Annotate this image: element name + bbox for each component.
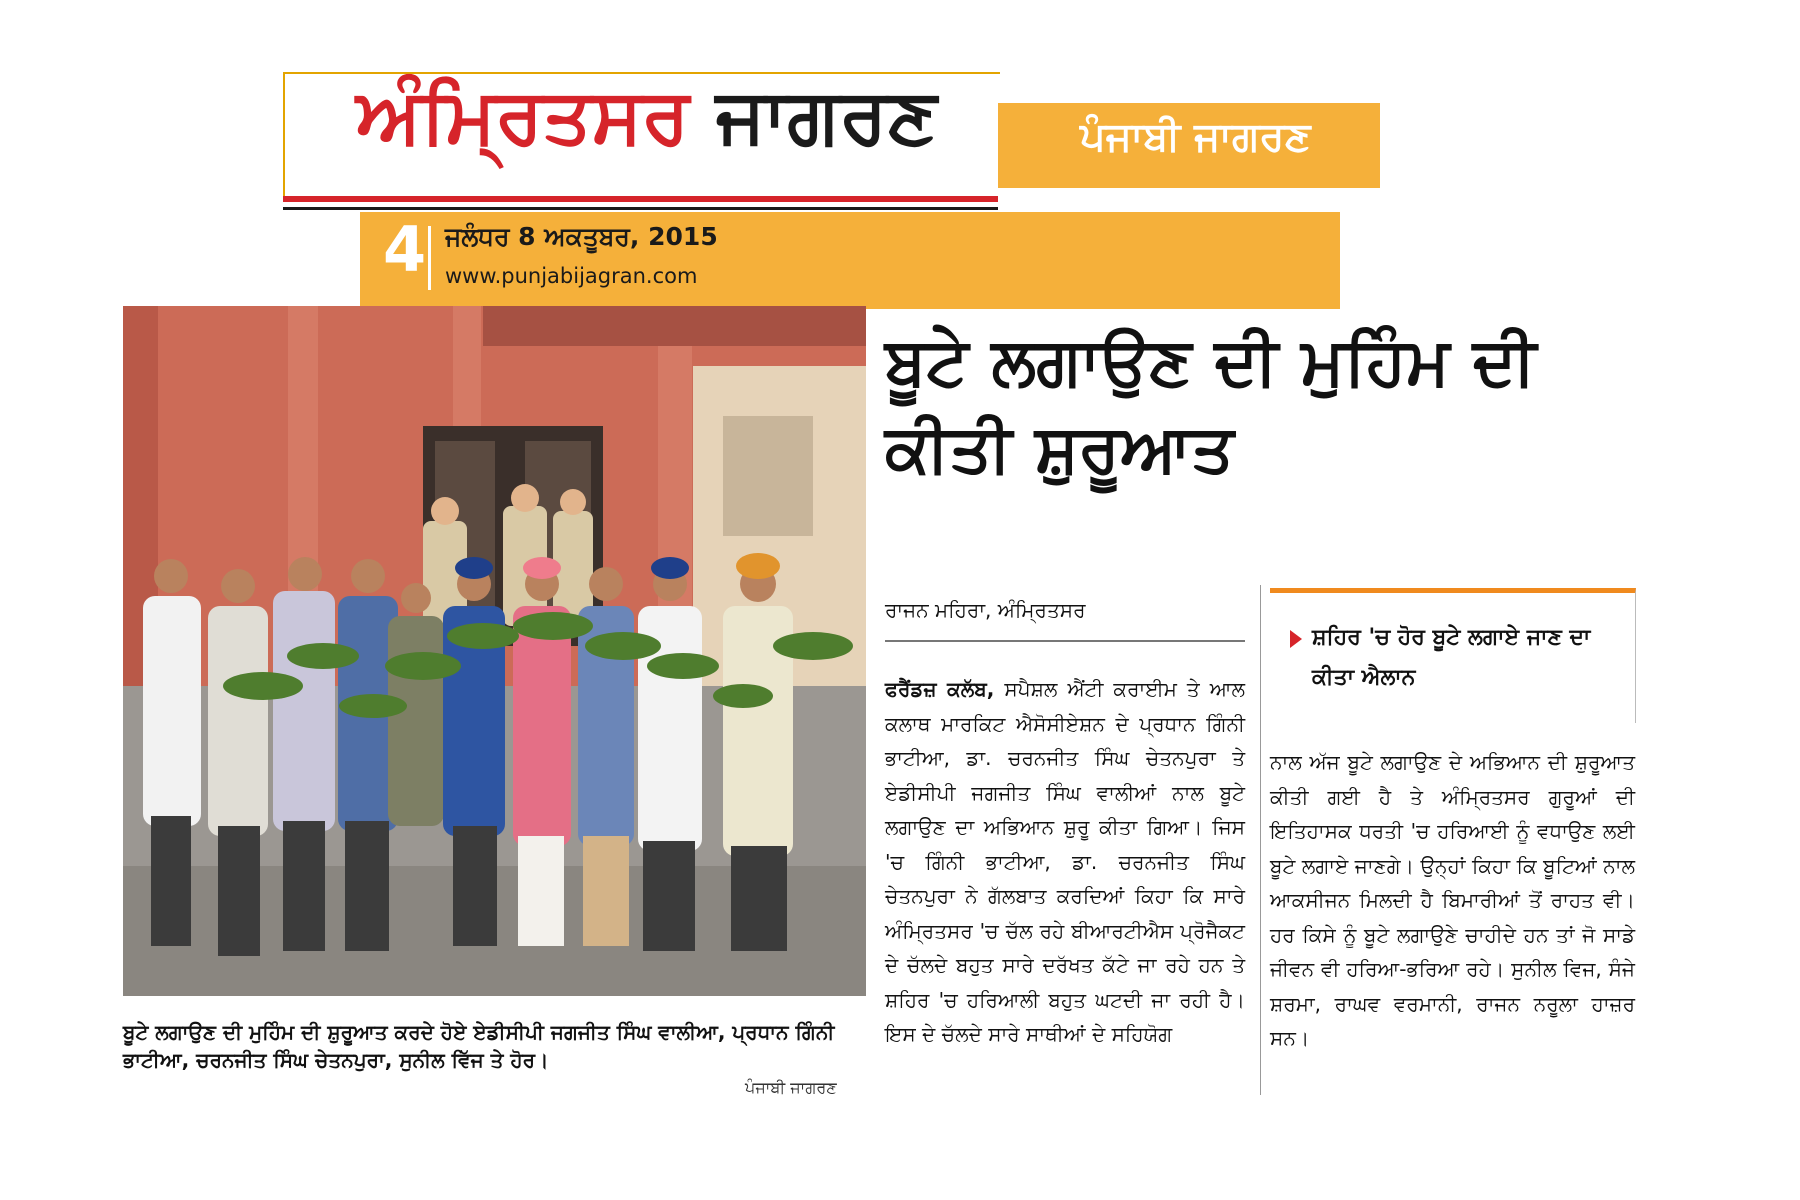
masthead-title-part1: ਅੰਮ੍ਰਿਤਸਰ	[356, 71, 690, 160]
masthead-rule-red	[283, 196, 998, 202]
news-photo-illustration	[123, 306, 866, 996]
article-lead: ਫਰੈਂਡਜ਼ ਕਲੱਬ,	[885, 677, 995, 701]
bullet-triangle-icon	[1290, 630, 1302, 648]
article-byline: ਰਾਜਨ ਮਹਿਰਾ, ਅੰਮ੍ਰਿਤਸਰ	[885, 598, 1086, 622]
masthead-title	[356, 71, 937, 160]
brand-logo: ਪੰਜਾਬੀ ਜਾਗਰਣ	[1080, 114, 1311, 160]
dateline-website: www.punjabijagran.com	[445, 264, 698, 288]
dateline-divider	[428, 226, 431, 290]
article-body-column-2: ਨਾਲ ਅੱਜ ਬੂਟੇ ਲਗਾਉਣ ਦੇ ਅਭਿਆਨ ਦੀ ਸ਼ੁਰੂਆਤ ਕੀਤੀ ਗਈ ਹੈ ਤੇ ਅੰਮ੍ਰਿਤਸਰ ਗੁਰੂਆਂ ਦੀ ਇਤਿਹਾਸਕ ਧਰਤੀ 'ਚ ਹਰਿਆਈ ਨੂੰ ਵਧਾਉਣ ਲਈ ਬੂਟੇ ਲਗਾਏ ਜਾਣਗੇ। ਉਨ੍ਹਾਂ ਕਿਹਾ ਕਿ ਬੂਟਿਆਂ ਨਾਲ ਆਕਸੀਜਨ ਮਿਲਦੀ ਹੈ ਬਿਮਾਰੀਆਂ ਤੋਂ ਰਾਹਤ ਵੀ। ਹਰ ਕਿਸੇ ਨੂੰ ਬੂਟੇ ਲਗਾਉਣੇ ਚਾਹੀਦੇ ਹਨ ਤਾਂ ਜੋ ਸਾਡੇ ਜੀਵਨ ਵੀ ਹਰਿਆ-ਭਰਿਆ ਰਹੇ। ਸੁਨੀਲ ਵਿਜ, ਸੰਜੇ ਸ਼ਰਮਾ, ਰਾਘਵ ਵਰਮਾਨੀ, ਰਾਜਨ ਨਰੂਲਾ ਹਾਜ਼ਰ ਸਨ।	[1270, 750, 1635, 1050]
column-divider	[1260, 585, 1261, 1095]
masthead-rule-black	[283, 207, 998, 210]
dateline-date: ਜਲੰਧਰ 8 ਅਕਤੂਬਰ, 2015	[445, 222, 718, 251]
page-number: 4	[383, 213, 427, 286]
news-photo	[123, 306, 866, 996]
highlight-text: ਸ਼ਹਿਰ 'ਚ ਹੋਰ ਬੂਟੇ ਲਗਾਏ ਜਾਣ ਦਾ ਕੀਤਾ ਐਲਾਨ	[1312, 625, 1591, 690]
photo-credit: ਪੰਜਾਬੀ ਜਾਗਰਣ	[745, 1078, 837, 1097]
photo-caption: ਬੂਟੇ ਲਗਾਉਣ ਦੀ ਮੁਹਿੰਮ ਦੀ ਸ਼ੁਰੂਆਤ ਕਰਦੇ ਹੋਏ ਏਡੀਸੀਪੀ ਜਗਜੀਤ ਸਿੰਘ ਵਾਲੀਆ, ਪ੍ਰਧਾਨ ਗਿੰਨੀ ਭਾਟੀਆ, ਚਰਨਜੀਤ ਸਿੰਘ ਚੇਤਨਪੁਰਾ, ਸੁਨੀਲ ਵਿੱਜ ਤੇ ਹੋਰ।	[123, 1020, 835, 1072]
byline-rule	[885, 640, 1245, 642]
article-body-text-1: ਸਪੈਸ਼ਲ ਐਂਟੀ ਕਰਾਈਮ ਤੇ ਆਲ ਕਲਾਥ ਮਾਰਕਿਟ ਐਸੋਸੀਏਸ਼ਨ ਦੇ ਪ੍ਰਧਾਨ ਗਿੰਨੀ ਭਾਟੀਆ, ਡਾ. ਚਰਨਜੀਤ ਸਿੰਘ ਚੇਤਨਪੁਰਾ ਤੇ ਏਡੀਸੀਪੀ ਜਗਜੀਤ ਸਿੰਘ ਵਾਲੀਆਂ ਨਾਲ ਬੂਟੇ ਲਗਾਉਣ ਦਾ ਅਭਿਆਨ ਸ਼ੁਰੂ ਕੀਤਾ ਗਿਆ। ਜਿਸ 'ਚ ਗਿੰਨੀ ਭਾਟੀਆ, ਡਾ. ਚਰਨਜੀਤ ਸਿੰਘ ਚੇਤਨਪੁਰਾ ਨੇ ਗੱਲਬਾਤ ਕਰਦਿਆਂ ਕਿਹਾ ਕਿ ਸਾਰੇ ਅੰਮ੍ਰਿਤਸਰ 'ਚ ਚੱਲ ਰਹੇ ਬੀਆਰਟੀਐਸ ਪ੍ਰੋਜੈਕਟ ਦੇ ਚੱਲਦੇ ਬਹੁਤ ਸਾਰੇ ਦਰੱਖਤ ਕੱਟੇ ਜਾ ਰਹੇ ਹਨ ਤੇ ਸ਼ਹਿਰ 'ਚ ਹਰਿਆਲੀ ਬਹੁਤ ਘਟਦੀ ਜਾ ਰਹੀ ਹੈ। ਇਸ ਦੇ ਚੱਲਦੇ ਸਾਰੇ ਸਾਥੀਆਂ ਦੇ ਸਹਿਯੋਗ	[885, 677, 1246, 1046]
masthead-title-part2: ਜਾਗਰਣ	[715, 71, 937, 160]
article-body-column-1	[885, 672, 1245, 1052]
article-headline: ਬੂਟੇ ਲਗਾਉਣ ਦੀ ਮੁਹਿੰਮ ਦੀ ਕੀਤੀ ਸ਼ੁਰੂਆਤ	[885, 323, 1537, 488]
